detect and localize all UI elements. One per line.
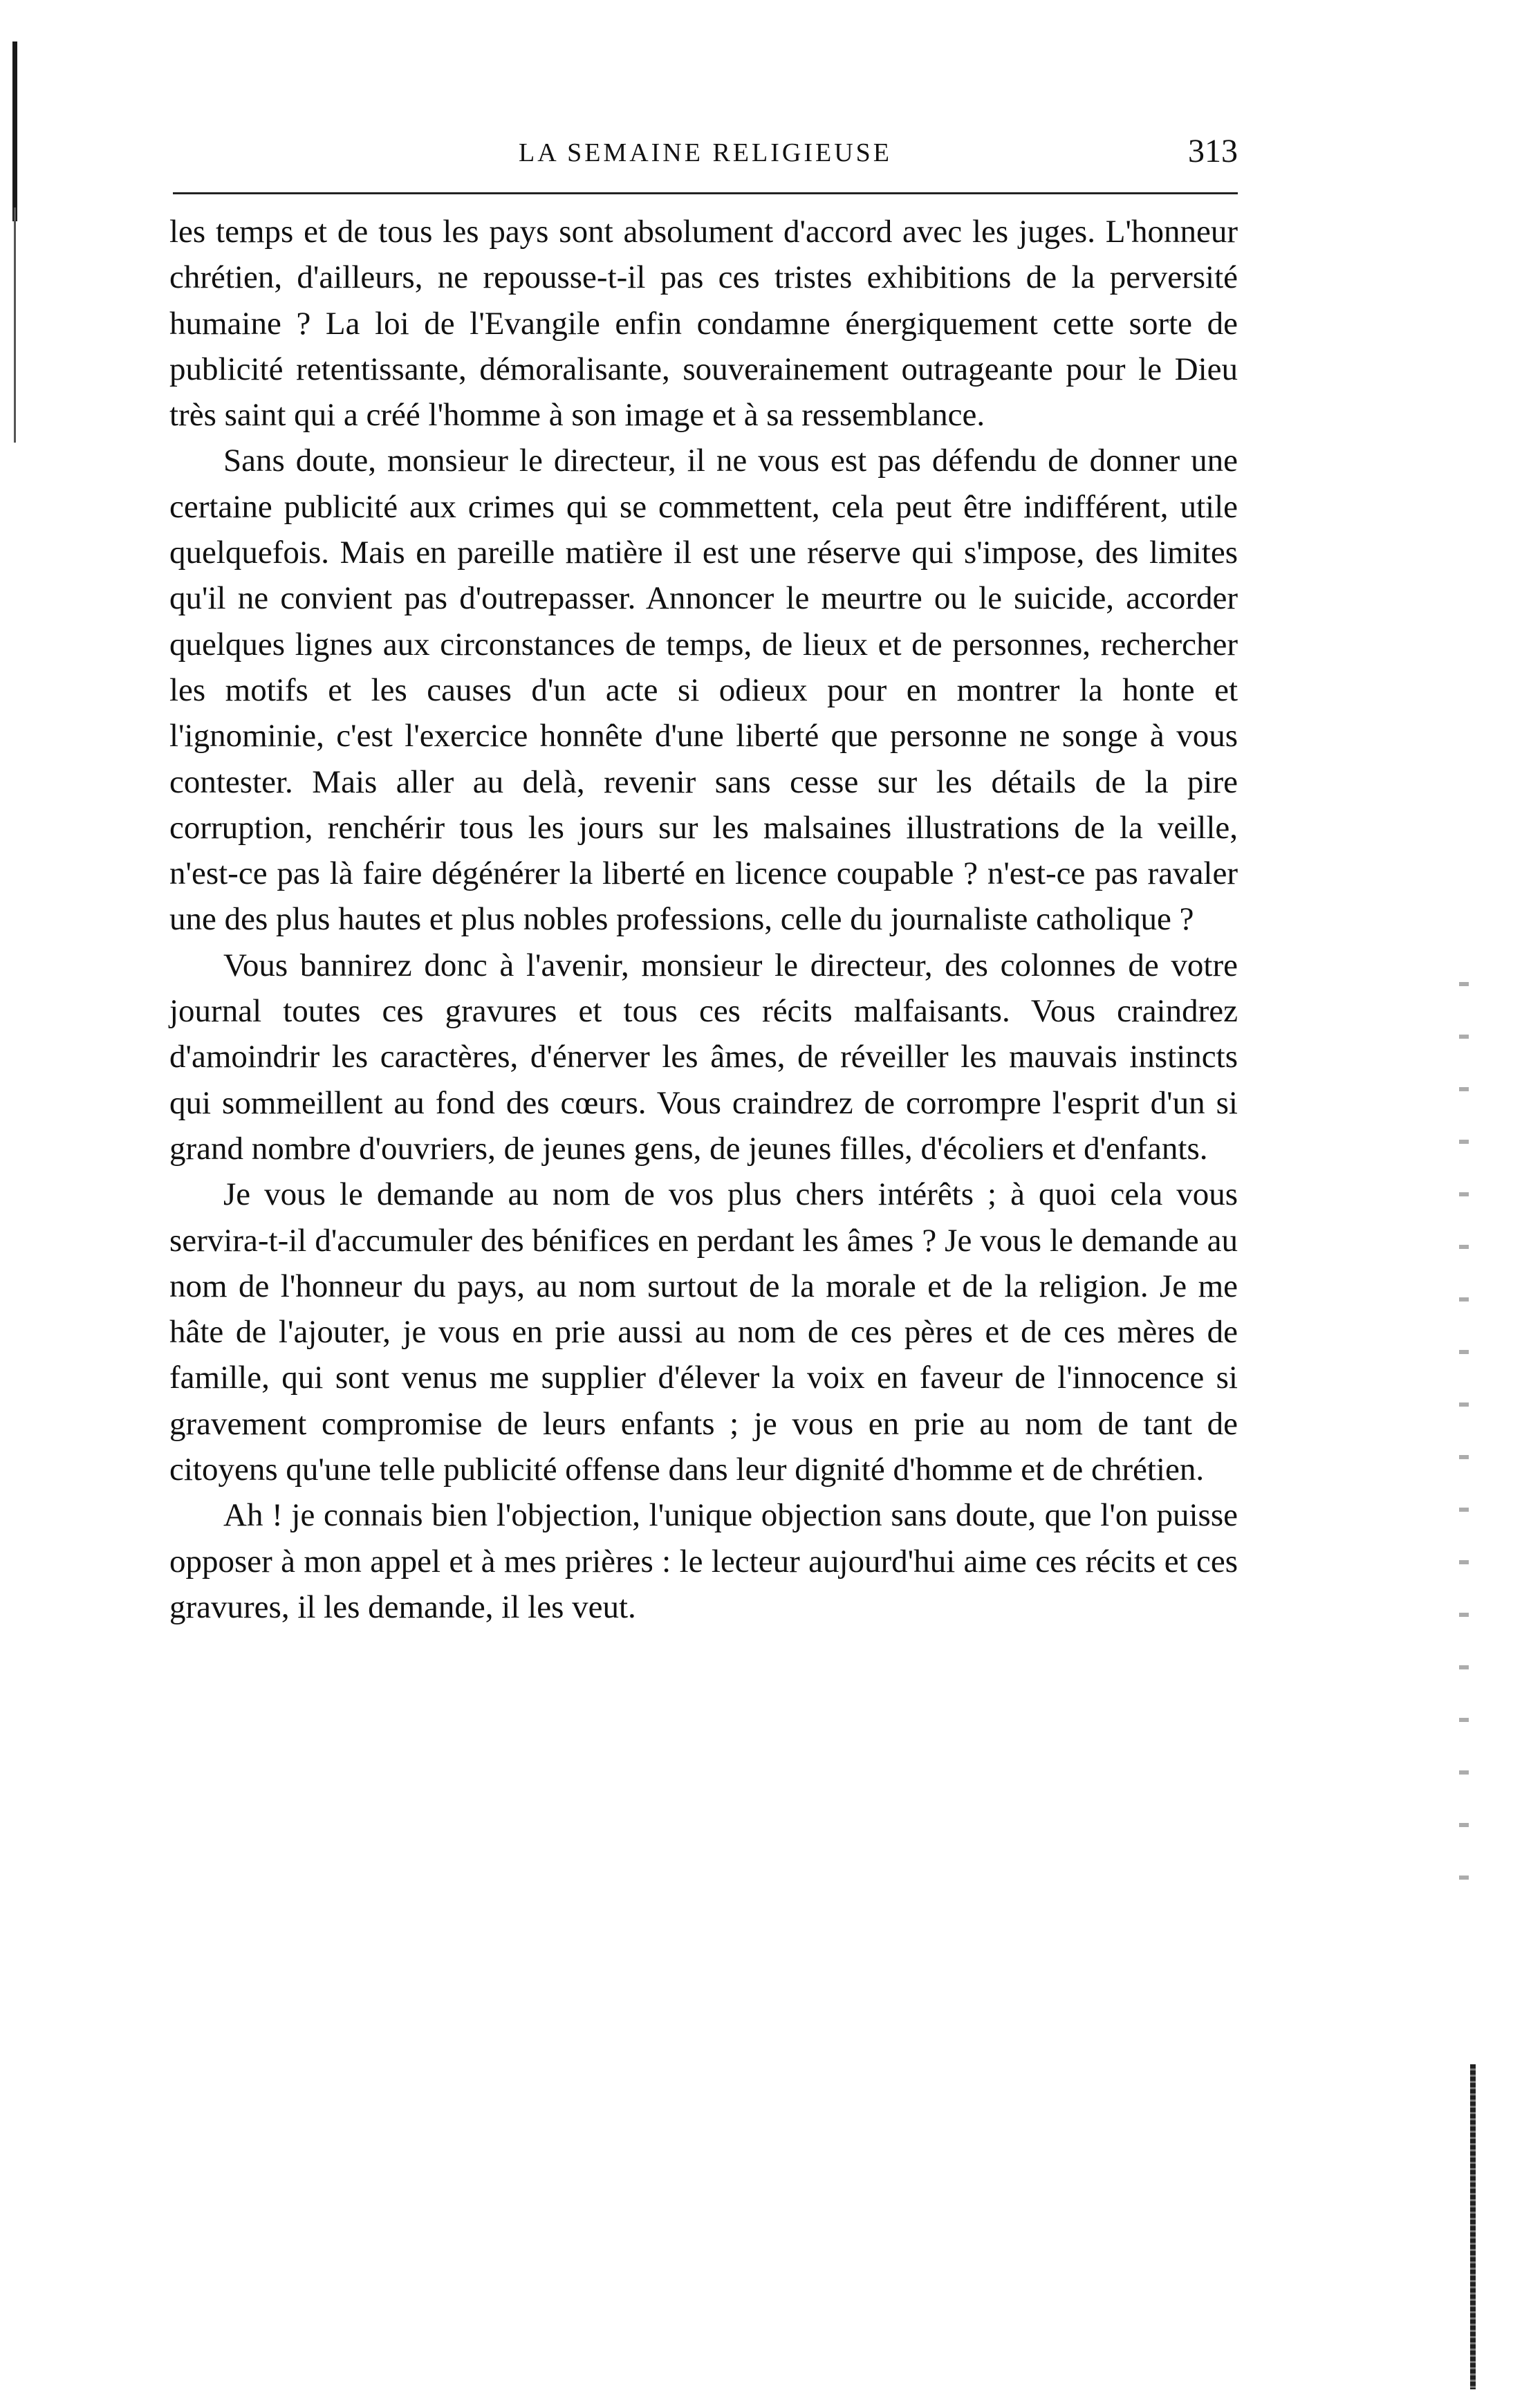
page-header (173, 128, 1238, 176)
scan-margin-specks (1459, 934, 1469, 1902)
paragraph: Je vous le demande au nom de vos plus chers intérêts ; à quoi cela vous servira-t-il d'accumuler des bénifices en perdant les âmes ? Je vous le demande au nom de l'honneur du pays, au nom surtout de la morale et de la religion. Je me hâte de l'ajouter, je vous en prie aussi au nom de ces pères et de ces mères de famille, qui sont venus me supplier d'élever la voix en faveur de l'innocence si gravement compromise de leurs enfants ; je vous en prie au nom de tant de citoyens qu'une telle publicité offense dans leur dignité d'homme et de chrétien. (169, 1176, 1238, 1488)
running-title: LA SEMAINE RELIGIEUSE (519, 138, 892, 167)
paragraph: Sans doute, monsieur le directeur, il ne vous est pas défendu de donner une certaine publicité aux crimes qui se commettent, cela peut être indifférent, utile quelquefois. Mais en pareille matière il est une réserve qui s'impose, des limites qu'il ne convient pas d'outrepasser. Annoncer le meurtre ou le suicide, accorder quelques lignes aux circonstances de temps, de lieux et de personnes, rechercher les motifs et les causes d'un acte si odieux pour en montrer la honte et l'ignominie, c'est l'exercice honnête d'une liberté que personne ne songe à vous contester. Mais aller au delà, revenir sans cesse sur les détails de la pire corruption, renchérir tous les jours sur les malsaines illustrations de la veille, n'est-ce pas là faire dégénérer la liberté en licence coupable ? n'est-ce pas ravaler une des plus hautes et plus nobles professions, celle du journaliste catholique ? (169, 443, 1238, 938)
body-text (169, 209, 1238, 1630)
scan-binding-shadow (12, 41, 17, 221)
scan-page-edge-mark (1470, 2064, 1476, 2389)
paragraph-continued: les temps et de tous les pays sont absolument d'accord avec les juges. L'honneur chrétien, d'ailleurs, ne repousse-t-il pas ces tristes exhibitions de la perversité humaine ? La loi de l'Evangile enfin condamne énergiquement cette sorte de publicité retentissante, démoralisante, souverainement outrageante pour le Dieu très saint qui a créé l'homme à son image et à sa ressemblance. (169, 214, 1238, 434)
paragraph: Ah ! je connais bien l'objection, l'unique objection sans doute, que l'on puisse opposer à mon appel et à mes prières : le lecteur aujourd'hui aime ces récits et ces gravures, il les demande, il les veut. (169, 1497, 1238, 1625)
scan-binding-shadow-lower (14, 207, 16, 443)
header-rule (173, 192, 1238, 194)
paragraph: Vous bannirez donc à l'avenir, monsieur le directeur, des colonnes de votre journal toutes ces gravures et tous ces récits malfaisants. Vous craindrez d'amoindrir les caractères, d'énerver les âmes, de réveiller les mauvais instincts qui sommeillent au fond des cœurs. Vous craindrez de corrompre l'esprit d'un si grand nombre d'ouvriers, de jeunes gens, de jeunes filles, d'écoliers et d'enfants. (169, 947, 1238, 1167)
page-number: 313 (1188, 133, 1238, 169)
